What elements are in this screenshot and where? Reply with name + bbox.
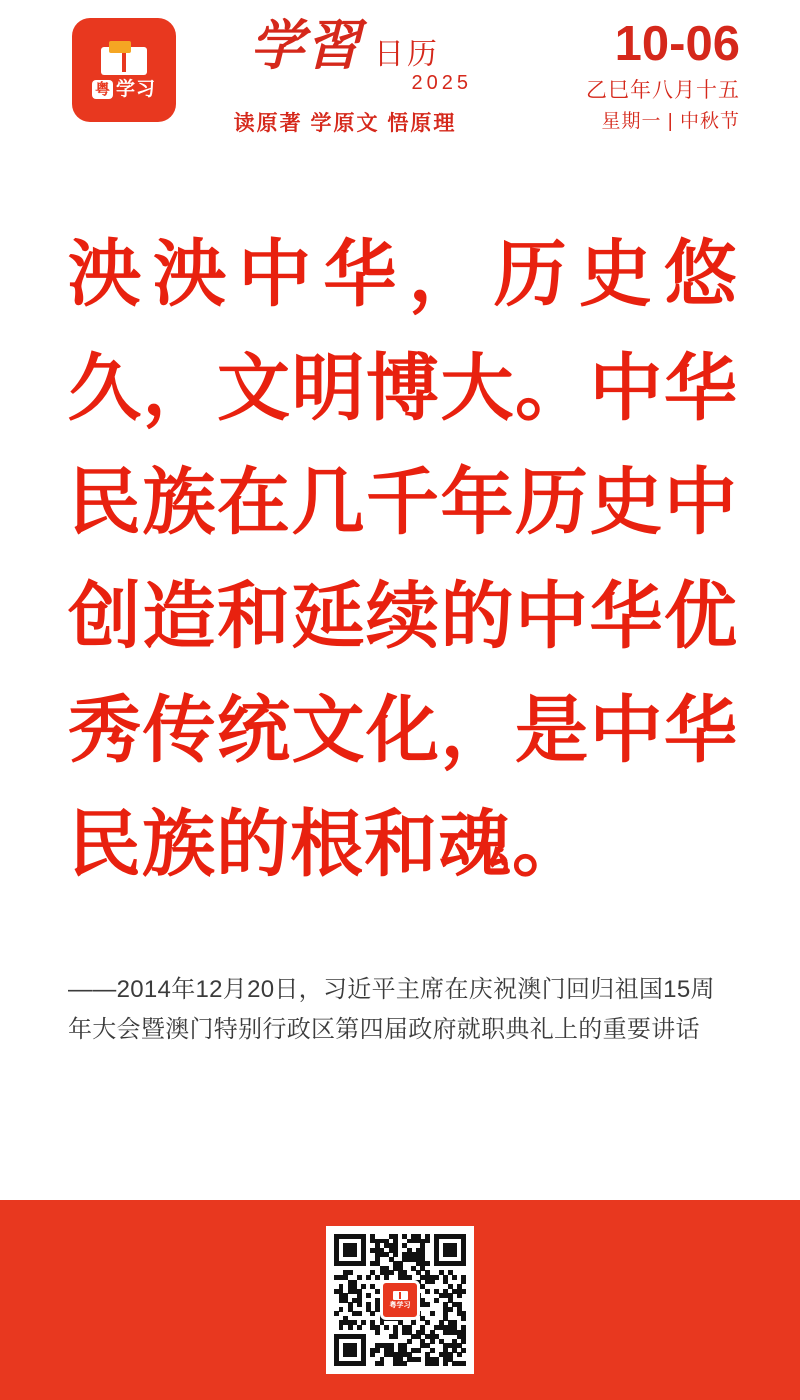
qr-canvas bbox=[334, 1234, 466, 1366]
quote-area bbox=[0, 170, 800, 1200]
poster-header bbox=[0, 0, 800, 170]
title-main: 学習 bbox=[250, 16, 362, 76]
qr-center-badge: 粤学习 bbox=[389, 1301, 411, 1309]
title-sub: 日历 bbox=[374, 38, 440, 71]
quote-source: ——2014年12月20日，习近平主席在庆祝澳门回归祖国15周年大会暨澳门特别行政区第四届政府就职典礼上的重要讲话 bbox=[68, 976, 715, 1043]
date-block bbox=[586, 18, 740, 134]
book-flag-logo-icon bbox=[101, 41, 147, 77]
quote-text: 泱泱中华，历史悠久，文明博大。中华民族在几千年历史中创造和延续的中华优秀传统文化，是中华民族的根和魂。 bbox=[68, 234, 738, 885]
poster-footer bbox=[0, 1200, 800, 1400]
date-lunar: 乙巳年八月十五 bbox=[586, 79, 740, 102]
title-row bbox=[210, 16, 480, 76]
app-logo[interactable] bbox=[72, 18, 176, 122]
logo-text bbox=[92, 80, 156, 100]
date-weekday: 星期一 | 中秋节 bbox=[601, 111, 740, 132]
poster-title-block bbox=[210, 16, 480, 137]
title-year: 2025 bbox=[411, 72, 472, 94]
qr-center-logo-icon bbox=[380, 1280, 420, 1320]
logo-word: 学习 bbox=[116, 78, 157, 100]
qr-code[interactable] bbox=[326, 1226, 474, 1374]
date-main: 10-06 bbox=[614, 17, 740, 71]
title-slogan: 读原著 学原文 悟原理 bbox=[233, 112, 457, 135]
logo-badge: 粤 bbox=[92, 80, 113, 99]
